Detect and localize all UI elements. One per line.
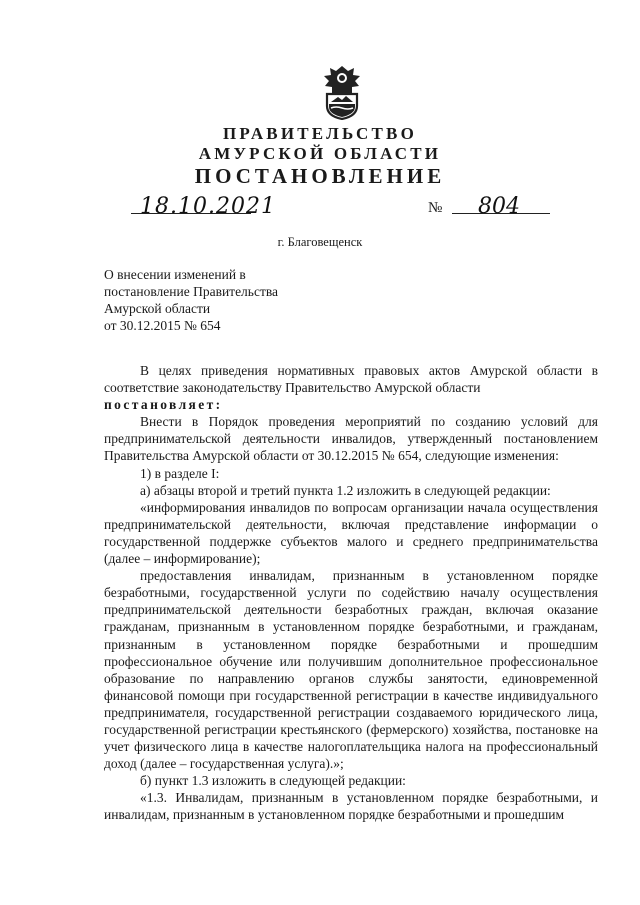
coat-of-arms-icon: [318, 64, 366, 120]
subject-line: от 30.12.2015 № 654: [104, 318, 221, 333]
document-body: [104, 362, 598, 824]
number-underline: [452, 213, 550, 214]
body-paragraph: б) пункт 1.3 изложить в следующей редакции:: [140, 773, 406, 789]
preamble-paragraph: В целях приведения нормативных правовых актов Амурской области в соответствие законодательству Правительство Амурской области: [104, 363, 598, 396]
document-number: 804: [478, 194, 520, 219]
date-underline: [131, 213, 251, 214]
subject-line: Амурской области: [104, 301, 211, 316]
subject-line: О внесении изменений в: [104, 267, 246, 282]
body-paragraph: «1.3. Инвалидам, признанным в установленном порядке безработными, и инвалидам, признанным в установленном порядке безработными и прошедшим: [104, 790, 598, 823]
subject-line: постановление Правительства: [104, 284, 279, 299]
document-type-title: ПОСТАНОВЛЕНИЕ: [194, 164, 446, 188]
body-paragraph: Внести в Порядок проведения мероприятий по созданию условий для предпринимательской деятельности инвалидов, утвержденный постановлением Правительства Амурской области от 30.12.2015 № 654, следующие изменения:: [104, 414, 598, 464]
body-paragraph: 1) в разделе I:: [140, 465, 220, 481]
government-title: ПРАВИТЕЛЬСТВО: [223, 124, 417, 143]
city-label: г. Благовещенск: [277, 235, 363, 249]
document-subject: [104, 266, 344, 334]
number-sign: №: [428, 200, 443, 216]
resolves-word: постановляет:: [104, 397, 223, 413]
body-paragraph: предоставления инвалидам, признанным в установленном порядке безработными, государственной услуги по содействию началу осуществления предпринимательской деятельности безработных граждан, включая оказание гражданам, признанным в установленном порядке безработными, и гражданам, признанным в установленном порядке безработными и прошедшим профессиональное обучение или получившим дополнительное профессиональное образование по направлению органов службы занятости, единовременной финансовой помощи при государственной регистрации в качестве индивидуального предпринимателя, государственной регистрации создаваемого юридического лица, государственной регистрации крестьянского (фермерского) хозяйства, постановке на учет физического лица в качестве налогоплательщика налога на профессиональный доход (далее – государственная услуга).»;: [104, 568, 598, 772]
body-paragraph: а) абзацы второй и третий пункта 1.2 изложить в следующей редакции:: [140, 482, 551, 498]
body-paragraph: «информирования инвалидов по вопросам организации начала осуществления предпринимательской деятельности, включая представление информации о государственной поддержке субъектов малого и среднего предпринимательства (далее – информирование);: [104, 499, 598, 567]
region-title: АМУРСКОЙ ОБЛАСТИ: [198, 144, 442, 163]
resolves-line: [104, 396, 598, 413]
document-date: 18.10.2021: [140, 194, 276, 219]
